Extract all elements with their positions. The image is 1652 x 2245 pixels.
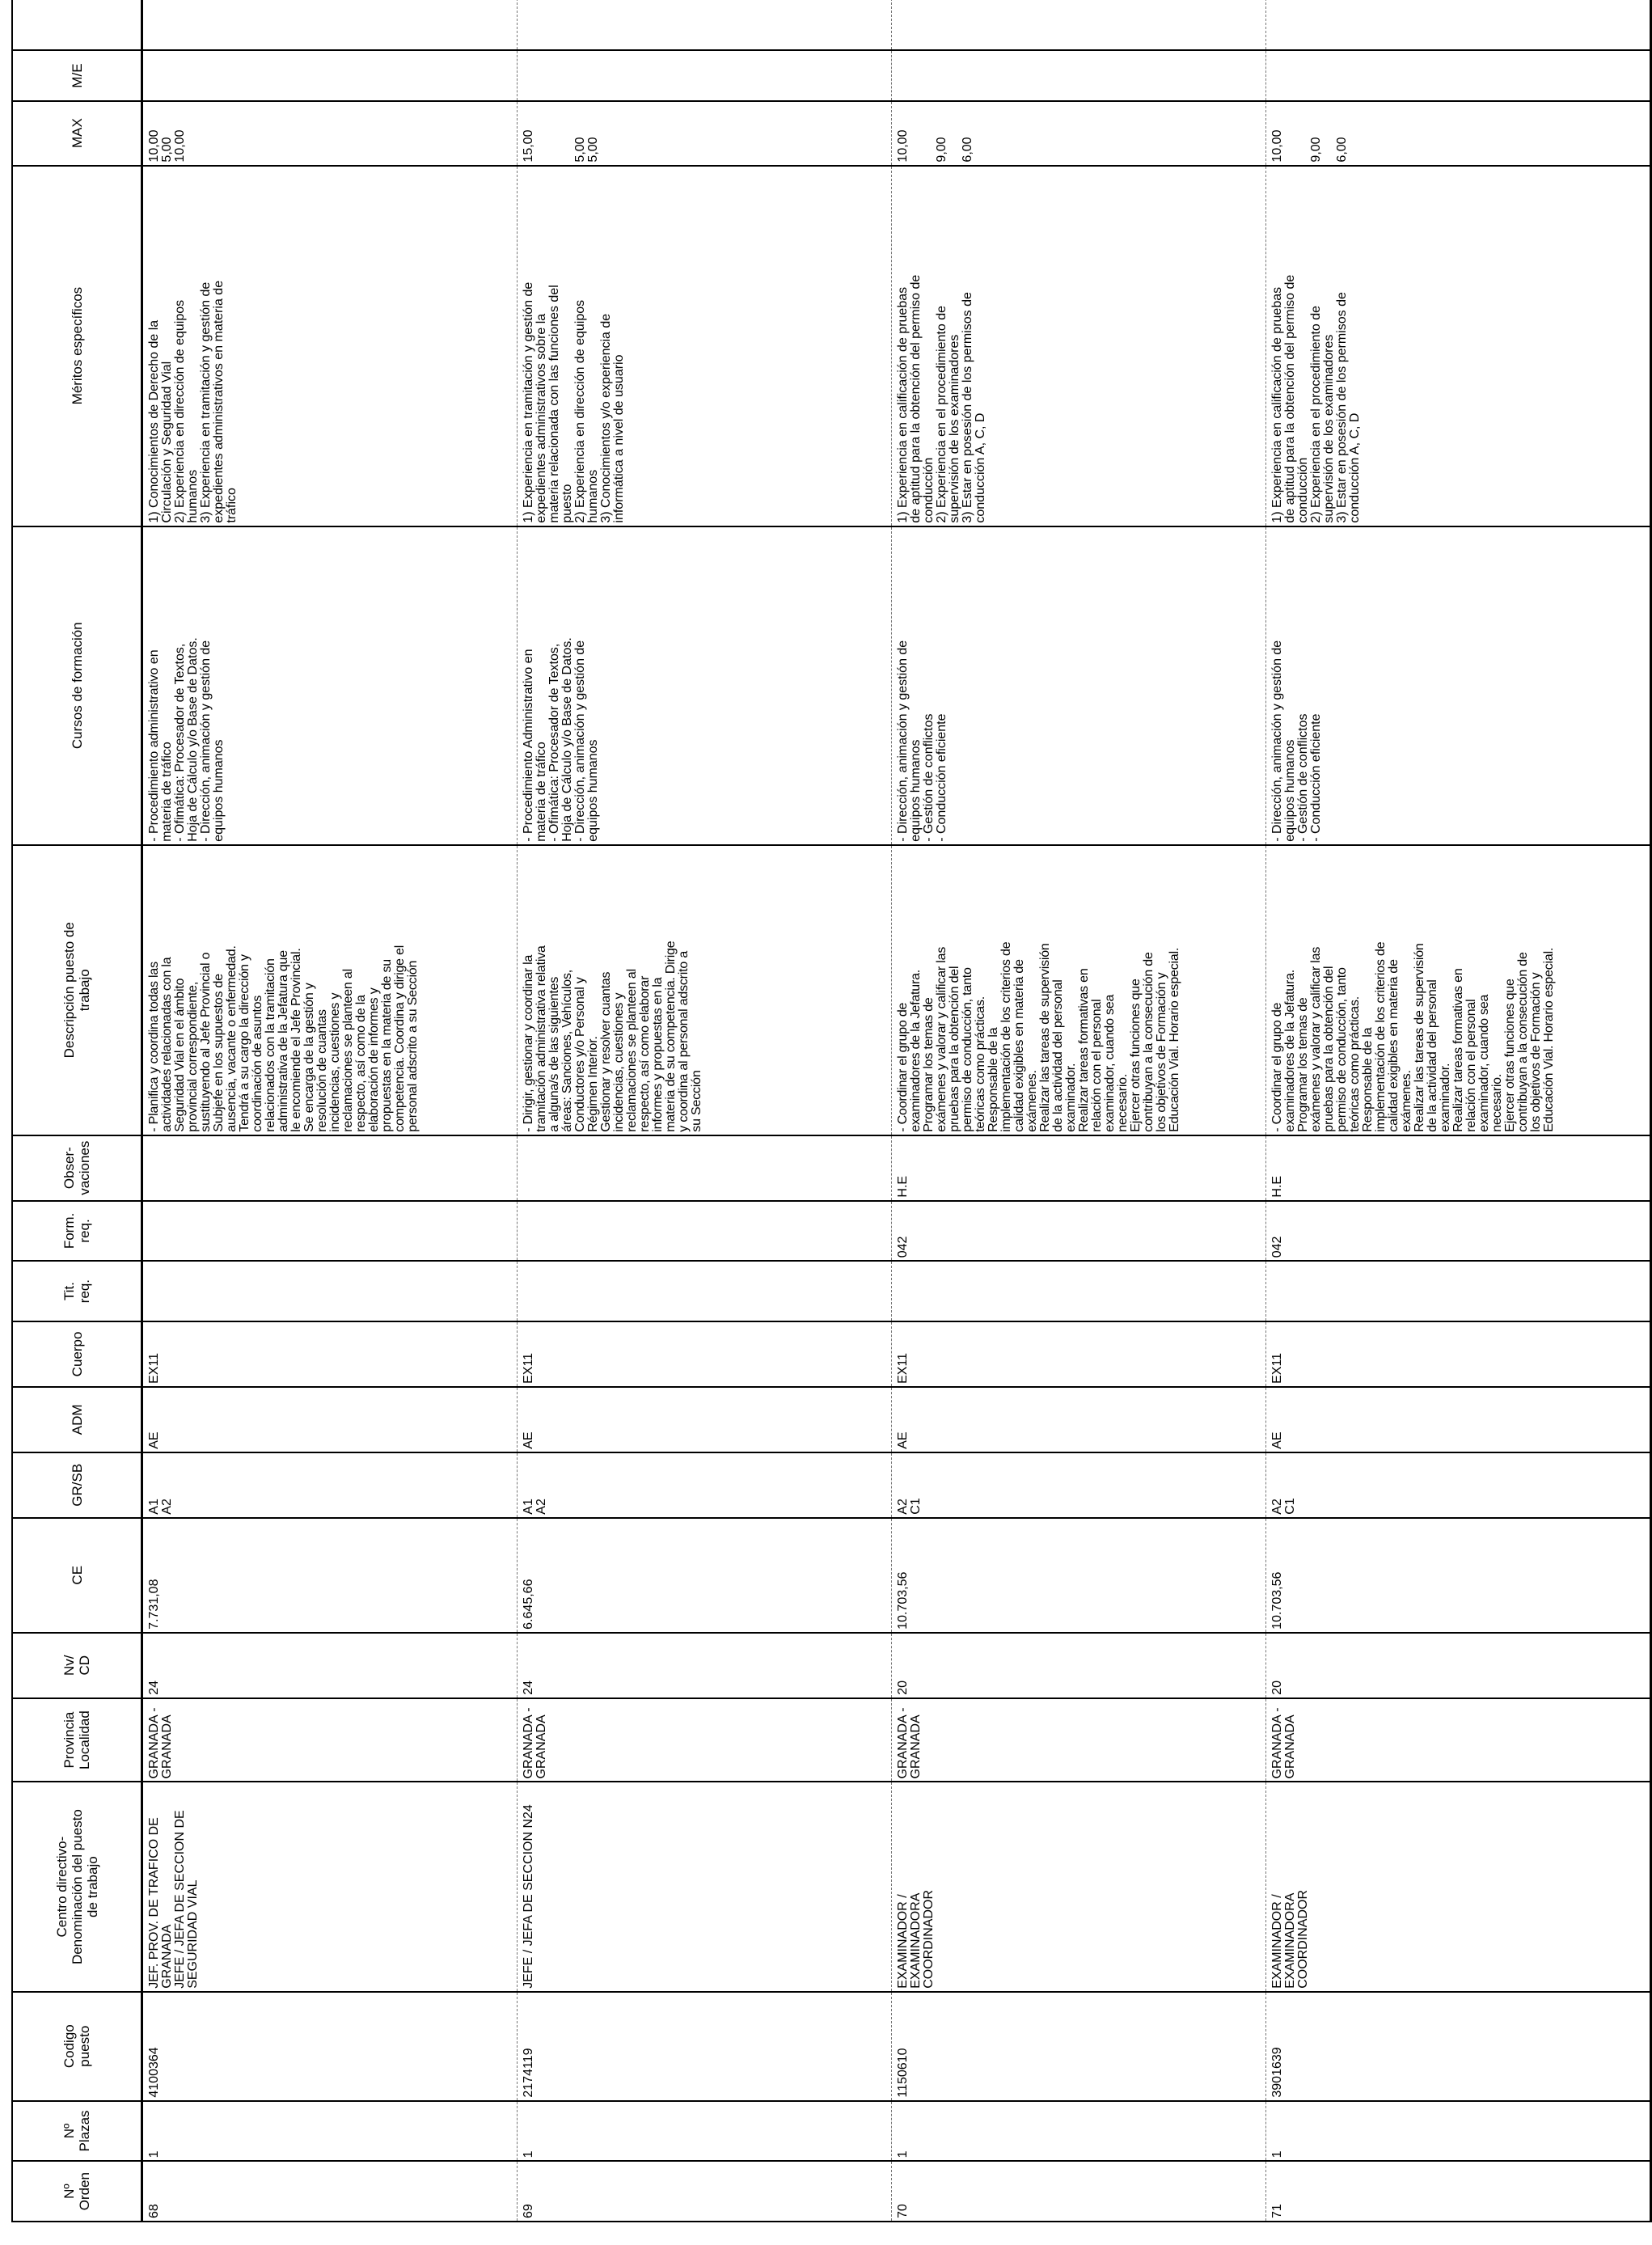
cell-provincia: GRANADA - GRANADA — [518, 1698, 892, 1782]
max-value: 10,00 — [1270, 129, 1284, 163]
cell-cuerpo: EX11 — [518, 1321, 892, 1387]
cell-provincia: GRANADA - GRANADA — [142, 1698, 518, 1782]
cell-cursos: - Dirección, animación y gestión de equipos humanos - Gestión de conflictos - Conducción eficiente — [892, 526, 1266, 845]
header-me: M/E — [12, 50, 142, 100]
cell-ce: 7.731,08 — [142, 1518, 518, 1633]
cell-centro: JEF. PROV. DE TRAFICO DE GRANADA JEFE / JEFA DE SECCION DE SEGURIDAD VIAL — [142, 1782, 518, 1991]
table-row — [142, 0, 518, 2222]
max-value: 5,00 — [573, 137, 587, 163]
max-value — [535, 104, 548, 163]
cell-tit — [892, 1261, 1266, 1321]
max-value — [1284, 104, 1297, 163]
header-tit: Tit. req. — [12, 1261, 142, 1321]
cell-orden: 70 — [892, 2161, 1266, 2222]
cell-form: 042 — [1266, 1201, 1651, 1262]
cell-max — [142, 101, 518, 166]
cell-descripcion: - Dirigir, gestionar y coordinar la tramitación administrativa relativa a alguna/s de las siguientes áreas: Sanciones, Vehículos, Conductores y/o Personal y Régimen Interior. Gestionar y resolver cuantas incidencias, cuestiones y reclamaciones se planteen al respecto, así como elaborar informes y propuestas en la materia de su competencia. Dirige y coordina al personal adscrito a su Sección — [518, 845, 892, 1135]
cell-tit — [518, 1261, 892, 1321]
cell-adm: AE — [518, 1387, 892, 1452]
cell-nivel: 24 — [518, 1633, 892, 1698]
cell-orden: 71 — [1266, 2161, 1651, 2222]
header-plazas: Nº Plazas — [12, 2101, 142, 2162]
max-value: 6,00 — [961, 137, 974, 163]
cell-me — [1266, 50, 1651, 100]
header-row — [12, 0, 142, 2222]
cell-tit — [1266, 1261, 1651, 1321]
cell-orden: 69 — [518, 2161, 892, 2222]
table-row — [1266, 0, 1651, 2222]
cell-blank — [892, 0, 1266, 50]
cell-orden: 68 — [142, 2161, 518, 2222]
cell-centro: EXAMINADOR / EXAMINADORA COORDINADOR — [1266, 1782, 1651, 1991]
max-value — [910, 104, 923, 163]
max-value: 5,00 — [160, 137, 174, 163]
header-provincia: Provincia Localidad — [12, 1698, 142, 1782]
cell-max — [518, 101, 892, 166]
cell-grsb: A2 C1 — [1266, 1452, 1651, 1518]
cell-provincia: GRANADA - GRANADA — [1266, 1698, 1651, 1782]
header-form: Form. req. — [12, 1201, 142, 1262]
cell-centro: JEFE / JEFA DE SECCION N24 — [518, 1782, 892, 1991]
cell-blank — [142, 0, 518, 50]
positions-table — [11, 0, 1652, 2222]
cell-centro: EXAMINADOR / EXAMINADORA COORDINADOR — [892, 1782, 1266, 1991]
header-observ: Obser- vaciones — [12, 1135, 142, 1201]
cell-observ — [518, 1135, 892, 1201]
table-row — [518, 0, 892, 2222]
header-max: MAX — [12, 101, 142, 166]
cell-max — [1266, 101, 1651, 166]
max-value — [548, 104, 561, 163]
max-value: 5,00 — [586, 137, 600, 163]
header-cursos: Cursos de formación — [12, 526, 142, 845]
cell-codigo: 1150610 — [892, 1992, 1266, 2101]
cell-ce: 10.703,56 — [892, 1518, 1266, 1633]
cell-cursos: - Dirección, animación y gestión de equipos humanos - Gestión de conflictos - Conducción eficiente — [1266, 526, 1651, 845]
max-value: 10,00 — [147, 129, 161, 163]
max-value: 10,00 — [173, 129, 187, 163]
header-meritos: Méritos específicos — [12, 166, 142, 526]
cell-blank — [1266, 0, 1651, 50]
cell-me — [892, 50, 1266, 100]
cell-blank — [518, 0, 892, 50]
cell-form: 042 — [892, 1201, 1266, 1262]
header-blank — [12, 0, 142, 50]
cell-max — [892, 101, 1266, 166]
max-value — [923, 104, 936, 163]
cell-nivel: 20 — [892, 1633, 1266, 1698]
header-cuerpo: Cuerpo — [12, 1321, 142, 1387]
cell-meritos: 1) Experiencia en calificación de pruebas de aptitud para la obtención del permiso de conducción 2) Experiencia en el procedimiento de supervisión de los examinadores 3) Estar en posesión de los permisos de conducción A, C, D — [1266, 166, 1651, 526]
cell-plazas: 1 — [1266, 2101, 1651, 2162]
cell-observ — [142, 1135, 518, 1201]
max-value — [1323, 104, 1336, 163]
cell-codigo: 4100364 — [142, 1992, 518, 2101]
cell-grsb: A1 A2 — [518, 1452, 892, 1518]
cell-tit — [142, 1261, 518, 1321]
cell-meritos: 1) Experiencia en calificación de pruebas de aptitud para la obtención del permiso de conducción 2) Experiencia en el procedimiento de supervisión de los examinadores 3) Estar en posesión de los permisos de conducción A, C, D — [892, 166, 1266, 526]
max-value: 9,00 — [935, 137, 949, 163]
cell-ce: 10.703,56 — [1266, 1518, 1651, 1633]
max-value — [561, 104, 574, 163]
cell-nivel: 24 — [142, 1633, 518, 1698]
cell-grsb: A2 C1 — [892, 1452, 1266, 1518]
max-value: 10,00 — [896, 129, 910, 163]
cell-observ: H.E — [892, 1135, 1266, 1201]
cell-ce: 6.645,66 — [518, 1518, 892, 1633]
cell-adm: AE — [1266, 1387, 1651, 1452]
cell-me — [518, 50, 892, 100]
cell-form — [518, 1201, 892, 1262]
header-centro: Centro directivo- Denominación del puesto de trabajo — [12, 1782, 142, 1991]
table-row — [892, 0, 1266, 2222]
header-ce: CE — [12, 1518, 142, 1633]
cell-codigo: 2174119 — [518, 1992, 892, 2101]
cell-cursos: - Procedimiento Administrativo en materia de tráfico - Ofimática: Procesador de Textos, Hoja de Cálculo y/o Base de Datos. - Dirección, animación y gestión de equipos humanos — [518, 526, 892, 845]
cell-meritos: 1) Experiencia en tramitación y gestión de expedientes administrativos sobre la materia relacionada con las funciones del puesto 2) Experiencia en dirección de equipos humanos 3) Conocimientos y/o experiencia de informática a nivel de usuario — [518, 166, 892, 526]
cell-observ: H.E — [1266, 1135, 1651, 1201]
max-value: 9,00 — [1309, 137, 1323, 163]
cell-grsb: A1 A2 — [142, 1452, 518, 1518]
cell-cuerpo: EX11 — [1266, 1321, 1651, 1387]
max-value: 15,00 — [522, 129, 535, 163]
max-value — [1297, 104, 1310, 163]
cell-descripcion: - Coordinar el grupo de examinadores de la Jefatura. Programar los temas de exámenes y valorar y calificar las pruebas para la obtención del permiso de conducción, tanto teóricas como prácticas. Responsable de la implementación de los criterios de calidad exigibles en materia de exámenes. Realizar las tareas de supervisión de la actividad del personal examinador. Realizar tareas formativas en relación con el personal examinador, cuando sea necesario. Ejercer otras funciones que contribuyan a la consecución de los objetivos de Formación y Educación Vial. Horario especial. — [892, 845, 1266, 1135]
cell-cuerpo: EX11 — [142, 1321, 518, 1387]
header-descripcion: Descripción puesto de trabajo — [12, 845, 142, 1135]
cell-meritos: 1) Conocimientos de Derecho de la Circulación y Seguridad Vial 2) Experiencia en dirección de equipos humanos 3) Experiencia en tramitación y gestión de expedientes administrativos en materia de tráfico — [142, 166, 518, 526]
cell-me — [142, 50, 518, 100]
cell-plazas: 1 — [142, 2101, 518, 2162]
cell-plazas: 1 — [518, 2101, 892, 2162]
cell-plazas: 1 — [892, 2101, 1266, 2162]
cell-form — [142, 1201, 518, 1262]
cell-codigo: 3901639 — [1266, 1992, 1651, 2101]
header-grsb: GR/SB — [12, 1452, 142, 1518]
cell-provincia: GRANADA - GRANADA — [892, 1698, 1266, 1782]
max-value — [949, 104, 961, 163]
max-value: 6,00 — [1335, 137, 1349, 163]
header-nivel: Nv/ CD — [12, 1633, 142, 1698]
cell-adm: AE — [892, 1387, 1266, 1452]
cell-descripcion: - Planifica y coordina todas las actividades relacionadas con la Seguridad Vial en el ámbito provincial correspondiente, sustituyendo al Jefe Provincial o Subjefe en los supuestos de ausencia, vacante o enfermedad. Tendrá a su cargo la dirección y coordinación de asuntos relacionados con la tramitación administrativa de la Jefatura que le encomiende el Jefe Provincial. Se encarga de la gestión y resolución de cuantas incidencias, cuestiones y reclamaciones se planteen al respecto, así como de la elaboración de informes y propuestas en la materia de su competencia. Coordina y dirige el personal adscrito a su Sección — [142, 845, 518, 1135]
cell-cursos: - Procedimiento administrativo en materia de tráfico - Ofimática: Procesador de Textos, Hoja de Cálculo y/o Base de Datos. - Dirección, animación y gestión de equipos humanos — [142, 526, 518, 845]
cell-cuerpo: EX11 — [892, 1321, 1266, 1387]
cell-nivel: 20 — [1266, 1633, 1651, 1698]
header-codigo: Codigo puesto — [12, 1992, 142, 2101]
cell-descripcion: - Coordinar el grupo de examinadores de la Jefatura. Programar los temas de exámenes y valorar y calificar las pruebas para la obtención del permiso de conducción, tanto teóricas como prácticas. Responsable de la implementación de los criterios de calidad exigibles en materia de exámenes. Realizar las tareas de supervisión de la actividad del personal examinador. Realizar tareas formativas en relación con el personal examinador, cuando sea necesario. Ejercer otras funciones que contribuyan a la consecución de los objetivos de Formación y Educación Vial. Horario especial. — [1266, 845, 1651, 1135]
cell-adm: AE — [142, 1387, 518, 1452]
header-adm: ADM — [12, 1387, 142, 1452]
header-orden: Nº Orden — [12, 2161, 142, 2222]
